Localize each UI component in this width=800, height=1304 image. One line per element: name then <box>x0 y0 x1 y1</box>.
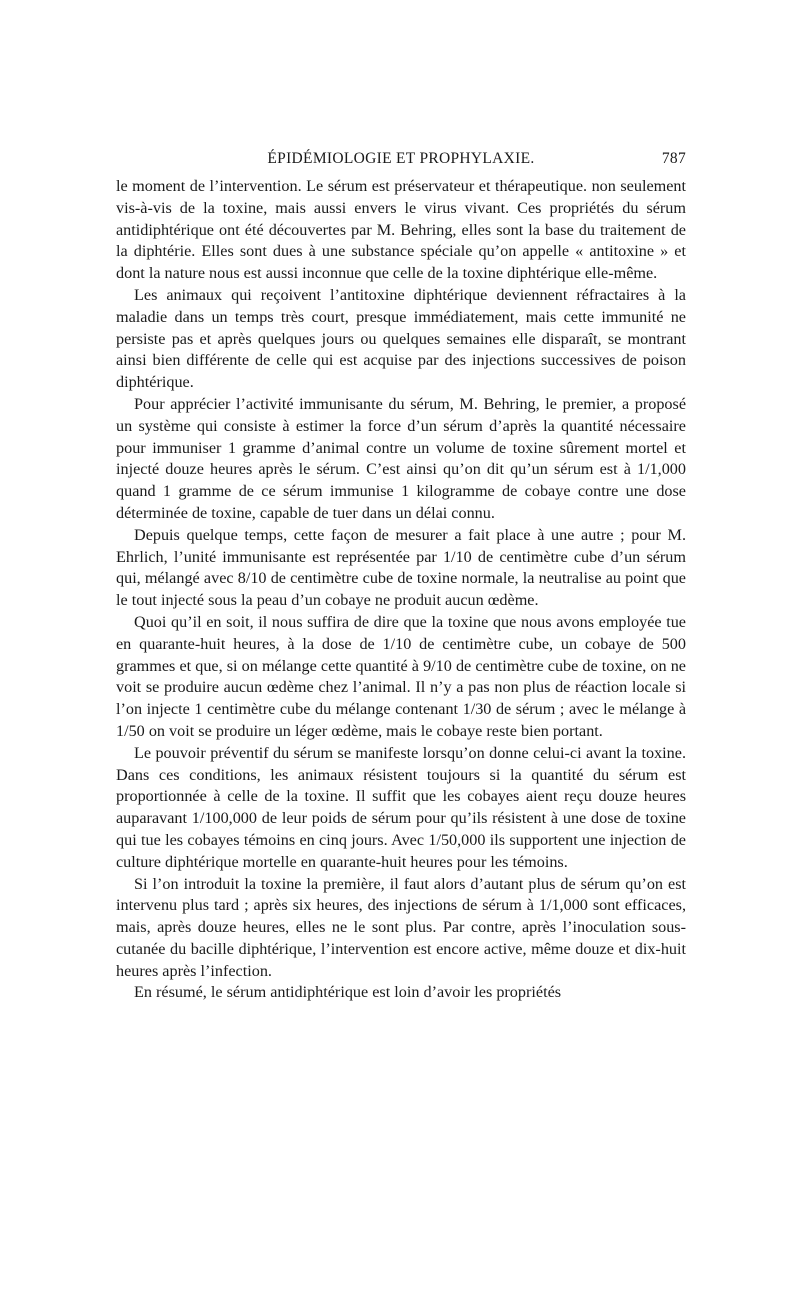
page-number: 787 <box>661 150 686 167</box>
running-title: ÉPIDÉMIOLOGIE ET PROPHYLAXIE. <box>267 150 535 167</box>
paragraph-summary: En résumé, le sérum antidiphtérique est loin d’avoir les propriétés <box>134 983 562 1002</box>
paragraph-antitoxin-immunity: Les animaux qui reçoivent l’antitoxine diphtérique deviennent réfractaires à la maladie dans un temps très court, presque immédiatement, mais cette immunité ne persiste pas et après quelques jours ou quelques semaines elle disparaît, se montrant ainsi bien différente de celle qui est acquise par des injections successives de poison diphtérique. <box>116 285 686 392</box>
paragraph-toxin-dose: Quoi qu’il en soit, il nous suffira de dire que la toxine que nous avons employée tue en quarante-huit heures, à la dose de 1/10 de centimètre cube, un cobaye de 500 grammes et que, si on mélange cette quantité à 9/10 de centimètre cube de toxine, on ne voit se produire aucun œdème chez l’animal. Il n’y a pas non plus de réaction locale si l’on injecte 1 centimètre cube du mélange contenant 1/30 de sérum ; avec le mélange à 1/50 on voit se produire un léger œdème, mais le cobaye reste bien portant. <box>116 612 686 740</box>
paragraph-ehrlich-unit: Depuis quelque temps, cette façon de mesurer a fait place à une autre ; pour M. Ehrlich, l’unité immunisante est représentée par 1/10 de centimètre cube d’un sérum qui, mélangé avec 8/10 de centimètre cube de toxine normale, la neutralise au point que le tout injecté sous la peau d’un cobaye ne produit aucun œdème. <box>116 525 686 610</box>
paragraph-continued: le moment de l’intervention. Le sérum est préservateur et thérapeutique. non seulement vis-à-vis de la toxine, mais aussi envers le virus vivant. Ces propriétés du sérum antidiphtérique ont été découvertes par M. Behring, elles sont la base du traitement de la diphtérie. Elles sont dues à une substance spéciale qu’on appelle « antitoxine » et dont la nature nous est aussi inconnue que celle de la toxine diphtérique elle-même. <box>116 177 686 283</box>
paragraph-preventive-power: Le pouvoir préventif du sérum se manifeste lorsqu’on donne celui-ci avant la toxine. Dans ces conditions, les animaux résistent toujours si la quantité du sérum est proportionnée à celle de la toxine. Il suffit que les cobayes aient reçu douze heures auparavant 1/100,000 de leur poids de sérum pour qu’ils résistent à une dose de toxine qui tue les cobayes témoins en cinq jours. Avec 1/50,000 ils supportent une injection de culture diphtérique mortelle en quarante-huit heures pour les témoins. <box>116 743 686 871</box>
running-header <box>116 150 686 176</box>
book-page <box>116 150 686 1004</box>
paragraph-late-intervention: Si l’on introduit la toxine la première, il faut alors d’autant plus de sérum qu’on est intervenu plus tard ; après six heures, des injections de sérum à 1/1,000 sont efficaces, mais, après douze heures, elles ne le sont plus. Par contre, après l’inoculation sous-cutanée du bacille diphtérique, l’intervention est encore active, même douze et dix-huit heures après l’infection. <box>116 874 686 980</box>
body-text <box>116 176 686 1004</box>
paragraph-behring-method: Pour apprécier l’activité immunisante du sérum, M. Behring, le premier, a proposé un système qui consiste à estimer la force d’un sérum d’après la quantité nécessaire pour immuniser 1 gramme d’animal contre un volume de toxine sûrement mortel et injecté douze heures après le sérum. C’est ainsi qu’on dit qu’un sérum est à 1/1,000 quand 1 gramme de ce sérum immunise 1 kilogramme de cobaye contre une dose déterminée de toxine, capable de tuer dans un délai connu. <box>116 394 686 522</box>
